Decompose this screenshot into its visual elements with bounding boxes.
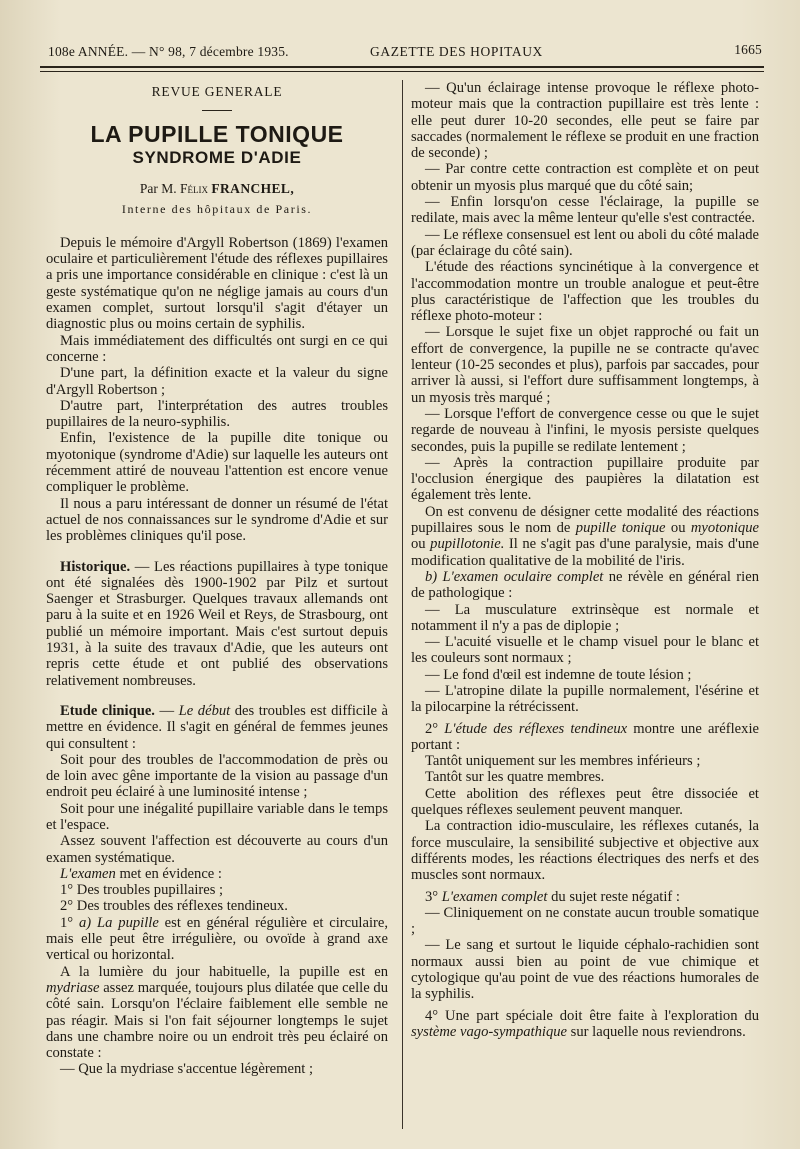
- text: A la lumière du jour habituelle, la pupille est en: [60, 963, 388, 980]
- column-divider: [402, 80, 403, 1129]
- text: montre une aréflexie portant :: [411, 720, 759, 753]
- text: 1°: [60, 914, 79, 931]
- italic-text: L'examen oculaire complet: [442, 568, 604, 585]
- italic-text: a) La pupille: [79, 914, 159, 931]
- author-affiliation: Interne des hôpitaux de Paris.: [121, 201, 313, 216]
- historique-text: — Les réactions pupillaires à type tonique ont été signalées dès 1900-1902 par Pilz et surtout Saenger et Strasburger. Quelques travaux allemands ont paru à la suite et en 1926 Weil et Reys, de Strasbourg, ont publié un mémoire important. Mais c'est surtout depuis 1931, à la suite des travaux d'Adie, que les auteurs ont repris cette étude et ont publié des observations relativement nombreuses.: [46, 558, 388, 689]
- text: On est convenu de désigner cette modalité des réactions pupillaires sous le nom de: [411, 503, 759, 537]
- paragraph: Il nous a paru intéressant de donner un résumé de l'état actuel de nos connaissances sur le syndrome d'Adie et sur les problèmes cliniques qu'il pose.: [46, 495, 388, 545]
- paragraph: D'une part, la définition exacte et la valeur du signe d'Argyll Robertson ;: [46, 365, 388, 398]
- issue-info: 108e ANNÉE. — N° 98, 7 décembre 1935.: [48, 44, 289, 59]
- journal-name: GAZETTE DES HOPITAUX: [370, 44, 543, 59]
- paragraph: 2° Des troubles des réflexes tendineux.: [60, 898, 288, 915]
- page-number: 1665: [734, 42, 762, 57]
- italic-text: myotonique: [690, 520, 759, 537]
- text: assez marquée, toujours plus dilatée que celle du côté sain. Lorsqu'on l'éclaire faiblement elle semble ne pas réagir. Mais si l'on fait séjourner longtemps le sujet dans une chambre noire ou un endroit très peu éclairé on constate :: [46, 979, 388, 1062]
- paragraph: — Qu'un éclairage intense provoque le réflexe photo-moteur mais que la contraction pupillaire est très lente : elle peut durer 10-20 secondes, elle peut se faire par saccades (normalement le réflexe se produit en une fraction de seconde) ;: [411, 80, 759, 162]
- italic-text: L'examen complet: [441, 888, 548, 905]
- author-line: [46, 181, 388, 197]
- italic-text: b): [425, 568, 443, 585]
- text: sur laquelle nous reviendrons.: [567, 1023, 746, 1040]
- text: 2°: [425, 720, 445, 737]
- paragraph: — La musculature extrinsèque est normale et notamment il n'y a pas de diplopie ;: [411, 601, 759, 634]
- header-rule-thick: [40, 66, 764, 68]
- paragraph: — Cliniquement on ne constate aucun trouble somatique ;: [411, 904, 759, 938]
- paragraph: [411, 1008, 759, 1041]
- article-heading: [46, 84, 388, 217]
- italic-text: pupillotonie.: [430, 536, 505, 553]
- paragraph: Assez souvent l'affection est découverte au cours d'un examen systématique.: [46, 833, 388, 866]
- paragraph: [46, 964, 388, 1062]
- right-column: [411, 80, 759, 1040]
- paragraph: [46, 866, 388, 882]
- paragraph: Tantôt uniquement sur les membres inférieurs ;: [425, 753, 701, 770]
- text: 4° Une part spéciale doit être faite à l'exploration du: [425, 1007, 759, 1024]
- paragraph: Tantôt sur les quatre membres.: [425, 769, 605, 786]
- header-rule-thin: [40, 71, 764, 72]
- article-title: LA PUPILLE TONIQUE: [90, 121, 344, 148]
- section-head-etude: Etude clinique.: [60, 702, 155, 719]
- paragraph: [411, 569, 759, 602]
- paragraph: [46, 915, 388, 964]
- paragraph: Soit pour une inégalité pupillaire variable dans le temps et l'espace.: [46, 800, 388, 833]
- etude-text: des troubles est difficile à mettre en évidence. Il s'agit en général de femmes jeunes qui consultent :: [46, 702, 389, 752]
- paragraph: L'étude des réactions syncinétique à la convergence et l'accommodation montre un trouble analogue et peut-être plus caractéristique de l'affection que les troubles du réflexe photo-moteur :: [411, 259, 759, 325]
- text: ne révèle en général rien de pathologique :: [411, 568, 759, 602]
- paragraph: Enfin, l'existence de la pupille dite tonique ou myotonique (syndrome d'Adie) sur laquelle les auteurs ont récemment attiré de nouveau l'attention est encore venue compliquer le problème.: [46, 430, 388, 496]
- text: ou: [411, 536, 431, 553]
- author-first-name: Félix: [180, 181, 208, 197]
- paragraph: Cette abolition des réflexes peut être dissociée et quelques réflexes seulement peuvent manquer.: [411, 785, 759, 819]
- paragraph: — Le réflexe consensuel est lent ou aboli du côté malade (par éclairage du côté sain).: [411, 226, 759, 259]
- left-column: [46, 80, 388, 1078]
- paragraph: — Après la contraction pupillaire produite par l'occlusion énergique des paupières la dilatation est également très lente.: [411, 454, 759, 504]
- paragraph: 1° Des troubles pupillaires ;: [60, 882, 224, 899]
- paragraph: — L'atropine dilate la pupille normalement, l'ésérine et la pilocarpine la rétrécissent.: [411, 682, 759, 716]
- paragraph: — Enfin lorsqu'on cesse l'éclairage, la pupille se redilate, mais avec la même lenteur qu'elle s'est contractée.: [411, 194, 759, 227]
- paragraph: — Que la mydriase s'accentue légèrement ;: [60, 1061, 314, 1078]
- paragraph: — Le fond d'œil est indemne de toute lésion ;: [425, 666, 692, 683]
- italic-text: mydriase: [46, 979, 100, 996]
- paragraph: D'autre part, l'interprétation des autres troubles pupillaires de la neuro-syphilis.: [46, 397, 388, 431]
- text: Il ne s'agit pas d'une paralysie, mais d'une modification qualitative de la mobilité de l'iris.: [411, 536, 759, 569]
- etude-paragraph: [46, 703, 388, 752]
- italic-text: pupille tonique: [575, 520, 666, 537]
- italic-text: L'examen: [60, 865, 116, 882]
- paragraph: — Le sang et surtout le liquide céphalo-rachidien sont normaux aussi bien au point de vue chimique et cytologique qu'au point de vue des réactions humorales de la syphilis.: [411, 937, 759, 1003]
- paragraph: Depuis le mémoire d'Argyll Robertson (1869) l'examen oculaire et particulièrement l'étude des réflexes pupillaires a pris une importance considérable en clinique : c'est là un geste systématique qu'on ne néglige jamais au cours d'un examen complet, surtout lorsqu'il s'agit d'étayer un diagnostic plus ou moins certain de syphilis.: [46, 234, 388, 333]
- paragraph: — L'acuité visuelle et le champ visuel pour le blanc et les couleurs sont normaux ;: [411, 634, 759, 667]
- author-prefix: Par M.: [139, 181, 177, 197]
- paragraph: [411, 504, 759, 569]
- paragraph: [411, 889, 759, 905]
- article-subtitle: SYNDROME D'ADIE: [132, 148, 302, 168]
- author-last-name: FRANCHEL,: [211, 181, 295, 197]
- italic-text: système vago-sympathique: [411, 1023, 568, 1040]
- paragraph: — Lorsque l'effort de convergence cesse ou que le sujet regarde de nouveau à l'infini, le myosis persiste quelques secondes, puis la pupille se redilate lentement ;: [411, 405, 759, 455]
- text: du sujet reste négatif :: [547, 888, 680, 905]
- etude-dash: —: [154, 702, 179, 719]
- text: met en évidence :: [115, 865, 222, 882]
- paragraph: [411, 721, 759, 754]
- paragraph: — Lorsque le sujet fixe un objet rapproché ou fait un effort de convergence, la pupille ne se contracte qu'avec lenteur (10-25 secondes et plus), parfois par saccades, pour arriver là aussi, si l'effort dure suffisamment longtemps, à un myosis très marqué ;: [411, 324, 759, 406]
- paragraph: Mais immédiatement des difficultés ont surgi en ce qui concerne :: [46, 332, 388, 365]
- paragraph: La contraction idio-musculaire, les réflexes cutanés, la force musculaire, la sensibilité subjective et objective aux différents modes, les réactions électriques des nerfs et des muscles sont normaux.: [411, 818, 759, 884]
- paragraph: Soit pour des troubles de l'accommodation de près ou de loin avec gêne importante de la vision au passage d'un endroit peu éclairé à une luminosité intense ;: [46, 751, 388, 801]
- section-label: REVUE GENERALE: [151, 84, 283, 99]
- text: 3°: [425, 888, 442, 905]
- text: ou: [665, 520, 691, 537]
- section-head-historique: Historique.: [60, 558, 131, 575]
- section-rule: [202, 110, 232, 111]
- etude-italic: Le début: [178, 702, 231, 719]
- running-header: [48, 40, 762, 64]
- italic-text: L'étude des réflexes tendineux: [444, 720, 628, 737]
- paragraph: — Par contre cette contraction est complète et on peut obtenir un myosis plus marqué que du côté sain;: [411, 161, 759, 194]
- historique-paragraph: [46, 559, 388, 689]
- text: est en général régulière et circulaire, mais elle peut être irrégulière, ou ovoïde à grand axe vertical ou horizontal.: [46, 914, 388, 964]
